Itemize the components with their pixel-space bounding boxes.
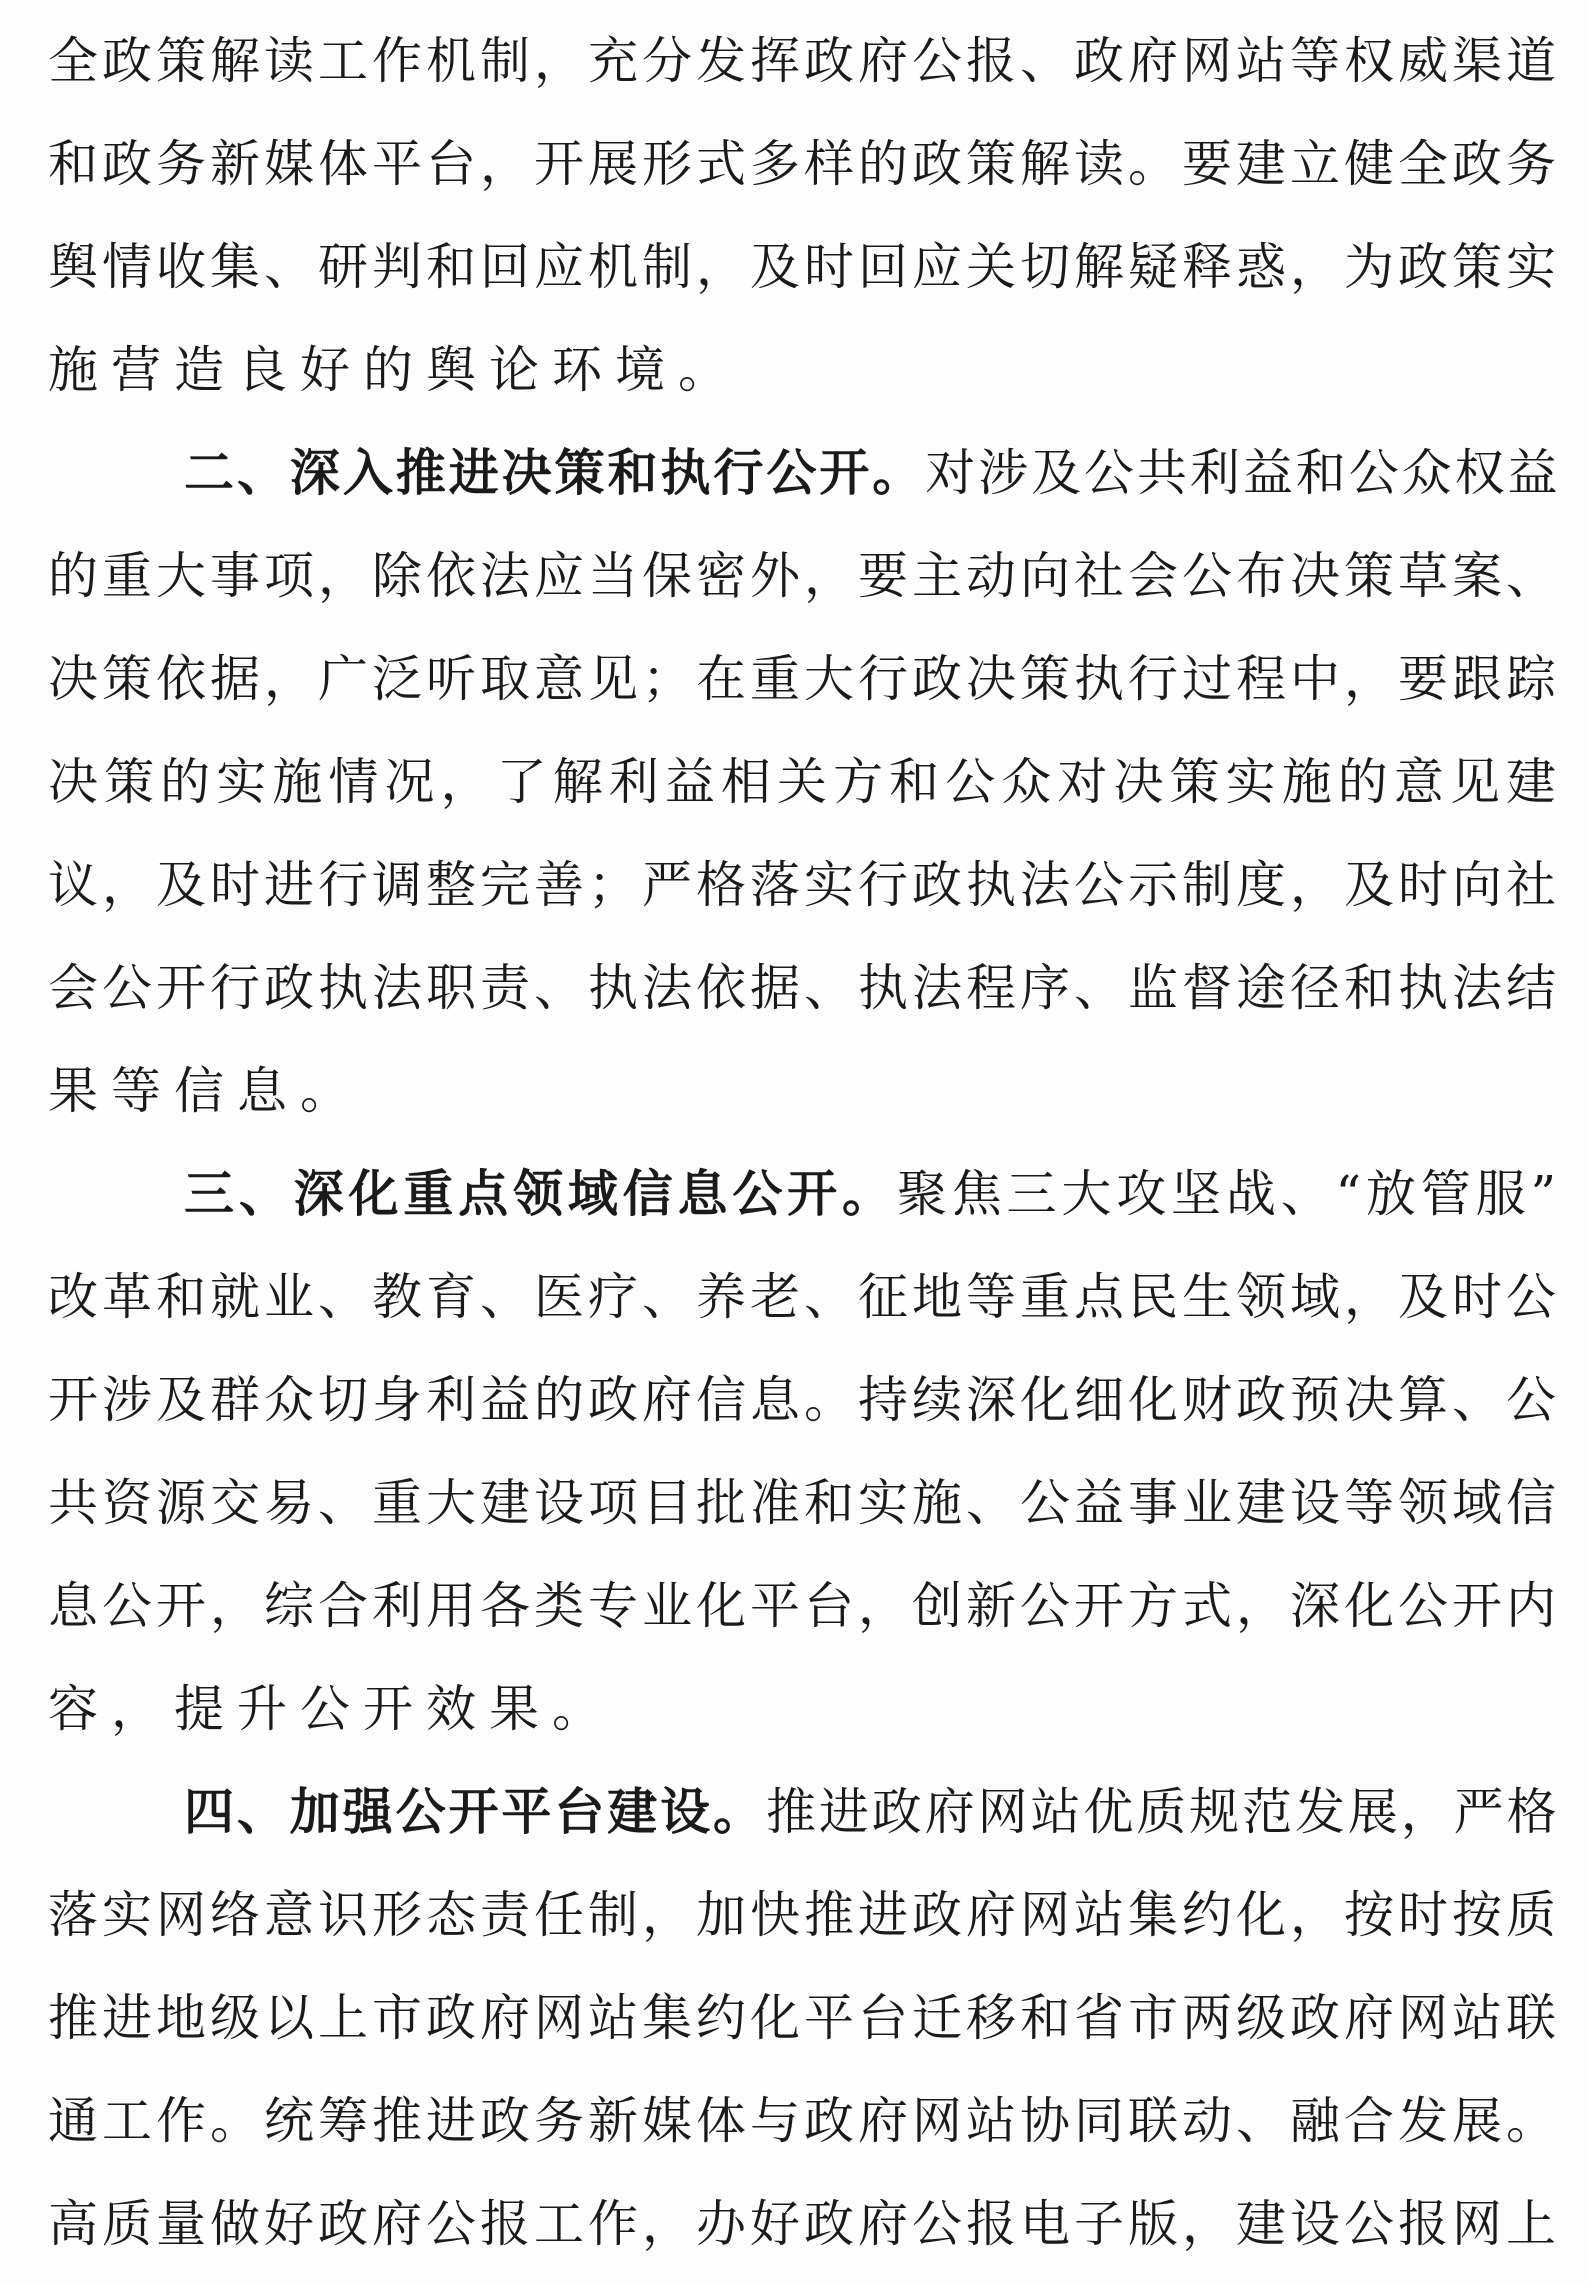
text-line: 施营造良好的舆论环境。	[48, 341, 741, 399]
text-line: 决策的实施情况，了解利益相关方和公众对决策实施的意见建	[48, 753, 1556, 811]
text-line: 果等信息。	[48, 1062, 363, 1120]
text-line: 全政策解读工作机制，充分发挥政府公报、政府网站等权威渠道	[48, 32, 1556, 90]
text-line: 推进地级以上市政府网站集约化平台迁移和省市两级政府网站联	[48, 1989, 1556, 2047]
paragraph-first-line	[48, 1143, 1556, 1246]
paragraph-first-line	[48, 1761, 1556, 1864]
text-line: 开涉及群众切身利益的政府信息。持续深化细化财政预决算、公	[48, 1371, 1556, 1429]
section-heading-3: 三、深化重点领域信息公开。	[184, 1165, 897, 1223]
paragraph-policy-interpretation	[48, 10, 1556, 422]
text-line: 会公开行政执法职责、执法依据、执法程序、监督途径和执法结	[48, 959, 1556, 1017]
text-line: 改革和就业、教育、医疗、养老、征地等重点民生领域，及时公	[48, 1268, 1556, 1326]
text-line: 决策依据，广泛听取意见；在重大行政决策执行过程中，要跟踪	[48, 650, 1556, 708]
text-line: 通工作。统筹推进政务新媒体与政府网站协同联动、融合发展。	[48, 2092, 1556, 2150]
paragraph-first-line	[48, 422, 1556, 525]
text-line: 和政务新媒体平台，开展形式多样的政策解读。要建立健全政务	[48, 135, 1556, 193]
text-line: 的重大事项，除依法应当保密外，要主动向社会公布决策草案、	[48, 547, 1556, 605]
text-line: 共资源交易、重大建设项目批准和实施、公益事业建设等领域信	[48, 1474, 1556, 1532]
text-run: 聚焦三大攻坚战、“放管服”	[896, 1165, 1557, 1223]
text-line: 容，提升公开效果。	[48, 1680, 615, 1738]
paragraph-key-areas	[48, 1143, 1556, 1761]
text-run: 对涉及公共利益和公众权益	[925, 444, 1556, 502]
text-line: 高质量做好政府公报工作，办好政府公报电子版，建设公报网上	[48, 2195, 1556, 2253]
text-run: 推进政府网站优质规范发展，严格	[765, 1783, 1556, 1841]
text-line: 落实网络意识形态责任制，加快推进政府网站集约化，按时按质	[48, 1886, 1556, 1944]
text-line: 舆情收集、研判和回应机制，及时回应关切解疑释惑，为政策实	[48, 238, 1556, 296]
text-line: 议，及时进行调整完善；严格落实行政执法公示制度，及时向社	[48, 856, 1556, 914]
paragraph-platform-construction	[48, 1761, 1556, 2276]
section-heading-4: 四、加强公开平台建设。	[184, 1783, 766, 1841]
section-heading-2: 二、深入推进决策和执行公开。	[184, 444, 926, 502]
text-line: 息公开，综合利用各类专业化平台，创新公开方式，深化公开内	[48, 1577, 1556, 1635]
paragraph-decision-execution	[48, 422, 1556, 1143]
